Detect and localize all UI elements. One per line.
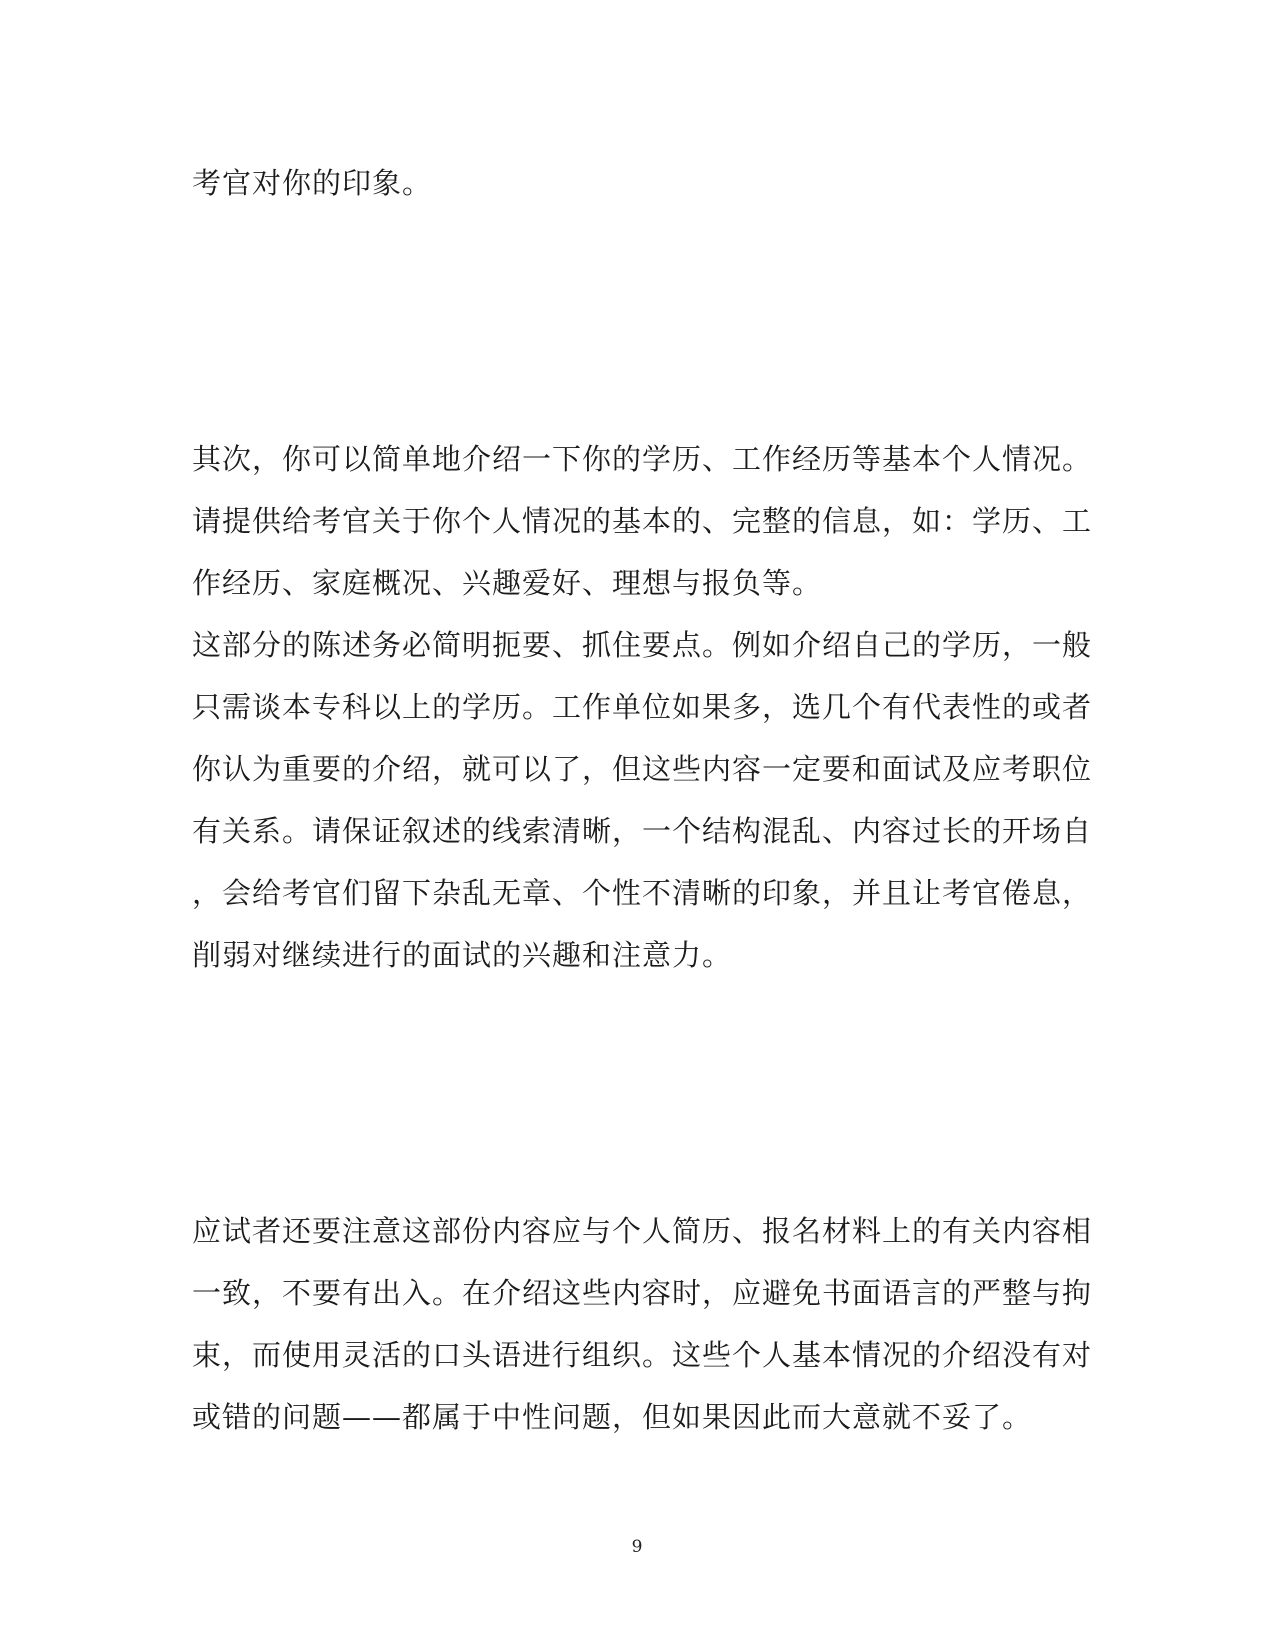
text-line-13: 束，而使用灵活的口头语进行组织。这些个人基本情况的介绍没有对 xyxy=(192,1338,1093,1372)
text-line-14: 或错的问题——都属于中性问题，但如果因此而大意就不妥了。 xyxy=(192,1400,1033,1434)
text-line-11: 应试者还要注意这部份内容应与个人简历、报名材料上的有关内容相 xyxy=(192,1214,1093,1248)
text-line-1: 考官对你的印象。 xyxy=(192,166,433,200)
text-line-10: 削弱对继续进行的面试的兴趣和注意力。 xyxy=(192,938,733,972)
text-line-12: 一致，不要有出入。在介绍这些内容时，应避免书面语言的严整与拘 xyxy=(192,1276,1093,1310)
text-line-6: 只需谈本专科以上的学历。工作单位如果多，选几个有代表性的或者 xyxy=(192,690,1093,724)
text-line-4: 作经历、家庭概况、兴趣爱好、理想与报负等。 xyxy=(192,566,823,600)
text-line-3: 请提供给考官关于你个人情况的基本的、完整的信息，如：学历、工 xyxy=(192,504,1093,538)
text-line-2: 其次，你可以简单地介绍一下你的学历、工作经历等基本个人情况。 xyxy=(192,442,1093,476)
text-line-9: ，会给考官们留下杂乱无章、个性不清晰的印象，并且让考官倦息， xyxy=(192,876,1093,910)
text-line-7: 你认为重要的介绍，就可以了，但这些内容一定要和面试及应考职位 xyxy=(192,752,1093,786)
page-number: 9 xyxy=(631,1537,643,1557)
text-line-8: 有关系。请保证叙述的线索清晰，一个结构混乱、内容过长的开场自 xyxy=(192,814,1093,848)
text-line-5: 这部分的陈述务必简明扼要、抓住要点。例如介绍自己的学历，一般 xyxy=(192,628,1093,662)
